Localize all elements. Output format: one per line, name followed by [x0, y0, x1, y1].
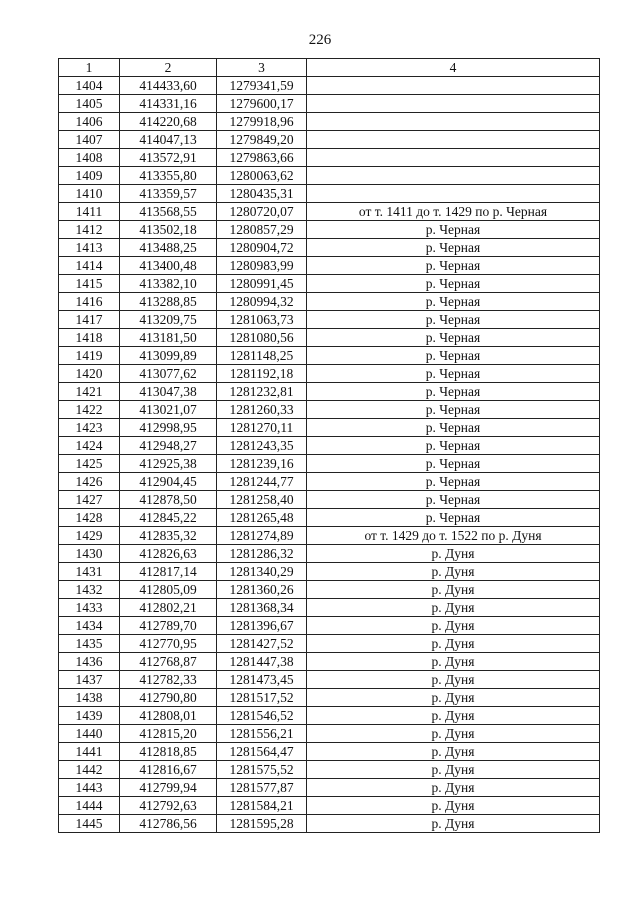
x-coordinate-cell: 412789,70 — [120, 617, 217, 635]
y-coordinate-cell: 1281360,26 — [217, 581, 307, 599]
table-row — [59, 689, 600, 707]
x-coordinate-cell: 413077,62 — [120, 365, 217, 383]
description-cell: р. Дуня — [307, 545, 600, 563]
point-number-cell: 1433 — [59, 599, 120, 617]
description-cell: р. Черная — [307, 509, 600, 527]
description-cell: р. Черная — [307, 257, 600, 275]
x-coordinate-cell: 412948,27 — [120, 437, 217, 455]
y-coordinate-cell: 1279341,59 — [217, 77, 307, 95]
point-number-cell: 1428 — [59, 509, 120, 527]
x-coordinate-cell: 412768,87 — [120, 653, 217, 671]
x-coordinate-cell: 413355,80 — [120, 167, 217, 185]
table-row — [59, 455, 600, 473]
table-row — [59, 221, 600, 239]
point-number-cell: 1419 — [59, 347, 120, 365]
y-coordinate-cell: 1281396,67 — [217, 617, 307, 635]
x-coordinate-cell: 412998,95 — [120, 419, 217, 437]
description-cell: р. Дуня — [307, 725, 600, 743]
description-cell: р. Черная — [307, 311, 600, 329]
table-row — [59, 185, 600, 203]
y-coordinate-cell: 1281368,34 — [217, 599, 307, 617]
point-number-cell: 1443 — [59, 779, 120, 797]
description-cell: р. Черная — [307, 329, 600, 347]
table-row — [59, 545, 600, 563]
y-coordinate-cell: 1280983,99 — [217, 257, 307, 275]
point-number-cell: 1416 — [59, 293, 120, 311]
column-header-point: 1 — [59, 59, 120, 77]
x-coordinate-cell: 413382,10 — [120, 275, 217, 293]
x-coordinate-cell: 413021,07 — [120, 401, 217, 419]
description-cell: р. Черная — [307, 347, 600, 365]
table-row — [59, 617, 600, 635]
x-coordinate-cell: 413047,38 — [120, 383, 217, 401]
table-row — [59, 95, 600, 113]
y-coordinate-cell: 1281546,52 — [217, 707, 307, 725]
column-header-x: 2 — [120, 59, 217, 77]
table-row — [59, 311, 600, 329]
point-number-cell: 1414 — [59, 257, 120, 275]
description-cell: р. Черная — [307, 293, 600, 311]
point-number-cell: 1418 — [59, 329, 120, 347]
table-row — [59, 131, 600, 149]
y-coordinate-cell: 1281286,32 — [217, 545, 307, 563]
table-row — [59, 149, 600, 167]
y-coordinate-cell: 1281148,25 — [217, 347, 307, 365]
description-cell: р. Дуня — [307, 743, 600, 761]
table-row — [59, 743, 600, 761]
description-cell: р. Черная — [307, 365, 600, 383]
point-number-cell: 1439 — [59, 707, 120, 725]
table-row — [59, 239, 600, 257]
description-cell — [307, 77, 600, 95]
y-coordinate-cell: 1280857,29 — [217, 221, 307, 239]
description-cell: р. Дуня — [307, 671, 600, 689]
table-row — [59, 293, 600, 311]
x-coordinate-cell: 412845,22 — [120, 509, 217, 527]
x-coordinate-cell: 413568,55 — [120, 203, 217, 221]
point-number-cell: 1423 — [59, 419, 120, 437]
table-row — [59, 473, 600, 491]
x-coordinate-cell: 412835,32 — [120, 527, 217, 545]
x-coordinate-cell: 412792,63 — [120, 797, 217, 815]
x-coordinate-cell: 412904,45 — [120, 473, 217, 491]
point-number-cell: 1440 — [59, 725, 120, 743]
description-cell — [307, 185, 600, 203]
point-number-cell: 1437 — [59, 671, 120, 689]
y-coordinate-cell: 1279918,96 — [217, 113, 307, 131]
description-cell: р. Черная — [307, 491, 600, 509]
description-cell: р. Дуня — [307, 617, 600, 635]
table-row — [59, 275, 600, 293]
point-number-cell: 1441 — [59, 743, 120, 761]
description-cell: р. Дуня — [307, 815, 600, 833]
point-number-cell: 1410 — [59, 185, 120, 203]
description-cell — [307, 113, 600, 131]
point-number-cell: 1434 — [59, 617, 120, 635]
x-coordinate-cell: 412925,38 — [120, 455, 217, 473]
column-header-y: 3 — [217, 59, 307, 77]
table-row — [59, 365, 600, 383]
y-coordinate-cell: 1281063,73 — [217, 311, 307, 329]
description-cell — [307, 95, 600, 113]
point-number-cell: 1429 — [59, 527, 120, 545]
y-coordinate-cell: 1280063,62 — [217, 167, 307, 185]
table-row — [59, 401, 600, 419]
description-cell: от т. 1411 до т. 1429 по р. Черная — [307, 203, 600, 221]
x-coordinate-cell: 412790,80 — [120, 689, 217, 707]
description-cell: от т. 1429 до т. 1522 по р. Дуня — [307, 527, 600, 545]
table-row — [59, 419, 600, 437]
x-coordinate-cell: 414433,60 — [120, 77, 217, 95]
table-row — [59, 167, 600, 185]
description-cell — [307, 167, 600, 185]
description-cell — [307, 131, 600, 149]
point-number-cell: 1444 — [59, 797, 120, 815]
x-coordinate-cell: 412805,09 — [120, 581, 217, 599]
y-coordinate-cell: 1281564,47 — [217, 743, 307, 761]
y-coordinate-cell: 1280904,72 — [217, 239, 307, 257]
point-number-cell: 1411 — [59, 203, 120, 221]
description-cell: р. Дуня — [307, 707, 600, 725]
y-coordinate-cell: 1281270,11 — [217, 419, 307, 437]
y-coordinate-cell: 1281427,52 — [217, 635, 307, 653]
x-coordinate-cell: 412817,14 — [120, 563, 217, 581]
coordinates-table — [58, 58, 600, 833]
point-number-cell: 1405 — [59, 95, 120, 113]
x-coordinate-cell: 412815,20 — [120, 725, 217, 743]
description-cell: р. Дуня — [307, 761, 600, 779]
x-coordinate-cell: 412782,33 — [120, 671, 217, 689]
description-cell: р. Дуня — [307, 563, 600, 581]
x-coordinate-cell: 413181,50 — [120, 329, 217, 347]
x-coordinate-cell: 413488,25 — [120, 239, 217, 257]
point-number-cell: 1431 — [59, 563, 120, 581]
description-cell: р. Дуня — [307, 653, 600, 671]
y-coordinate-cell: 1281584,21 — [217, 797, 307, 815]
x-coordinate-cell: 414331,16 — [120, 95, 217, 113]
table-row — [59, 779, 600, 797]
point-number-cell: 1436 — [59, 653, 120, 671]
table-row — [59, 113, 600, 131]
y-coordinate-cell: 1279863,66 — [217, 149, 307, 167]
point-number-cell: 1420 — [59, 365, 120, 383]
description-cell: р. Черная — [307, 455, 600, 473]
table-row — [59, 815, 600, 833]
x-coordinate-cell: 412799,94 — [120, 779, 217, 797]
table-row — [59, 797, 600, 815]
y-coordinate-cell: 1281265,48 — [217, 509, 307, 527]
table-row — [59, 383, 600, 401]
table-row — [59, 437, 600, 455]
table-body — [59, 77, 600, 833]
x-coordinate-cell: 412818,85 — [120, 743, 217, 761]
table-row — [59, 491, 600, 509]
description-cell: р. Черная — [307, 419, 600, 437]
x-coordinate-cell: 412816,67 — [120, 761, 217, 779]
x-coordinate-cell: 412802,21 — [120, 599, 217, 617]
point-number-cell: 1409 — [59, 167, 120, 185]
y-coordinate-cell: 1281232,81 — [217, 383, 307, 401]
y-coordinate-cell: 1281447,38 — [217, 653, 307, 671]
y-coordinate-cell: 1281595,28 — [217, 815, 307, 833]
y-coordinate-cell: 1281192,18 — [217, 365, 307, 383]
description-cell: р. Черная — [307, 239, 600, 257]
point-number-cell: 1412 — [59, 221, 120, 239]
description-cell: р. Дуня — [307, 599, 600, 617]
point-number-cell: 1406 — [59, 113, 120, 131]
table-row — [59, 77, 600, 95]
point-number-cell: 1425 — [59, 455, 120, 473]
description-cell: р. Черная — [307, 473, 600, 491]
x-coordinate-cell: 412808,01 — [120, 707, 217, 725]
point-number-cell: 1408 — [59, 149, 120, 167]
point-number-cell: 1432 — [59, 581, 120, 599]
x-coordinate-cell: 413572,91 — [120, 149, 217, 167]
y-coordinate-cell: 1281260,33 — [217, 401, 307, 419]
point-number-cell: 1413 — [59, 239, 120, 257]
point-number-cell: 1442 — [59, 761, 120, 779]
point-number-cell: 1435 — [59, 635, 120, 653]
y-coordinate-cell: 1280994,32 — [217, 293, 307, 311]
table-row — [59, 329, 600, 347]
x-coordinate-cell: 413502,18 — [120, 221, 217, 239]
point-number-cell: 1445 — [59, 815, 120, 833]
table-header-row — [59, 59, 600, 77]
description-cell: р. Черная — [307, 383, 600, 401]
y-coordinate-cell: 1281340,29 — [217, 563, 307, 581]
table-row — [59, 707, 600, 725]
y-coordinate-cell: 1280720,07 — [217, 203, 307, 221]
table-row — [59, 347, 600, 365]
table-row — [59, 725, 600, 743]
x-coordinate-cell: 414220,68 — [120, 113, 217, 131]
y-coordinate-cell: 1279600,17 — [217, 95, 307, 113]
point-number-cell: 1407 — [59, 131, 120, 149]
y-coordinate-cell: 1281517,52 — [217, 689, 307, 707]
y-coordinate-cell: 1281577,87 — [217, 779, 307, 797]
point-number-cell: 1422 — [59, 401, 120, 419]
y-coordinate-cell: 1281575,52 — [217, 761, 307, 779]
y-coordinate-cell: 1280435,31 — [217, 185, 307, 203]
y-coordinate-cell: 1281239,16 — [217, 455, 307, 473]
point-number-cell: 1438 — [59, 689, 120, 707]
x-coordinate-cell: 413209,75 — [120, 311, 217, 329]
y-coordinate-cell: 1281274,89 — [217, 527, 307, 545]
x-coordinate-cell: 413359,57 — [120, 185, 217, 203]
table-row — [59, 761, 600, 779]
description-cell: р. Дуня — [307, 779, 600, 797]
table-row — [59, 203, 600, 221]
x-coordinate-cell: 412826,63 — [120, 545, 217, 563]
point-number-cell: 1415 — [59, 275, 120, 293]
x-coordinate-cell: 412878,50 — [120, 491, 217, 509]
description-cell — [307, 149, 600, 167]
y-coordinate-cell: 1281556,21 — [217, 725, 307, 743]
x-coordinate-cell: 413288,85 — [120, 293, 217, 311]
point-number-cell: 1430 — [59, 545, 120, 563]
table-row — [59, 671, 600, 689]
table-row — [59, 653, 600, 671]
y-coordinate-cell: 1281243,35 — [217, 437, 307, 455]
table-row — [59, 563, 600, 581]
table-row — [59, 635, 600, 653]
point-number-cell: 1417 — [59, 311, 120, 329]
point-number-cell: 1404 — [59, 77, 120, 95]
y-coordinate-cell: 1281258,40 — [217, 491, 307, 509]
table-row — [59, 527, 600, 545]
description-cell: р. Черная — [307, 401, 600, 419]
column-header-description: 4 — [307, 59, 600, 77]
x-coordinate-cell: 412786,56 — [120, 815, 217, 833]
x-coordinate-cell: 412770,95 — [120, 635, 217, 653]
description-cell: р. Черная — [307, 275, 600, 293]
x-coordinate-cell: 413400,48 — [120, 257, 217, 275]
description-cell: р. Черная — [307, 437, 600, 455]
y-coordinate-cell: 1280991,45 — [217, 275, 307, 293]
point-number-cell: 1426 — [59, 473, 120, 491]
table-row — [59, 599, 600, 617]
description-cell: р. Дуня — [307, 689, 600, 707]
x-coordinate-cell: 414047,13 — [120, 131, 217, 149]
description-cell: р. Черная — [307, 221, 600, 239]
point-number-cell: 1427 — [59, 491, 120, 509]
description-cell: р. Дуня — [307, 635, 600, 653]
table-row — [59, 581, 600, 599]
y-coordinate-cell: 1281244,77 — [217, 473, 307, 491]
point-number-cell: 1424 — [59, 437, 120, 455]
y-coordinate-cell: 1281080,56 — [217, 329, 307, 347]
description-cell: р. Дуня — [307, 581, 600, 599]
point-number-cell: 1421 — [59, 383, 120, 401]
x-coordinate-cell: 413099,89 — [120, 347, 217, 365]
table-row — [59, 257, 600, 275]
page-number: 226 — [308, 32, 332, 48]
description-cell: р. Дуня — [307, 797, 600, 815]
y-coordinate-cell: 1279849,20 — [217, 131, 307, 149]
table-row — [59, 509, 600, 527]
y-coordinate-cell: 1281473,45 — [217, 671, 307, 689]
